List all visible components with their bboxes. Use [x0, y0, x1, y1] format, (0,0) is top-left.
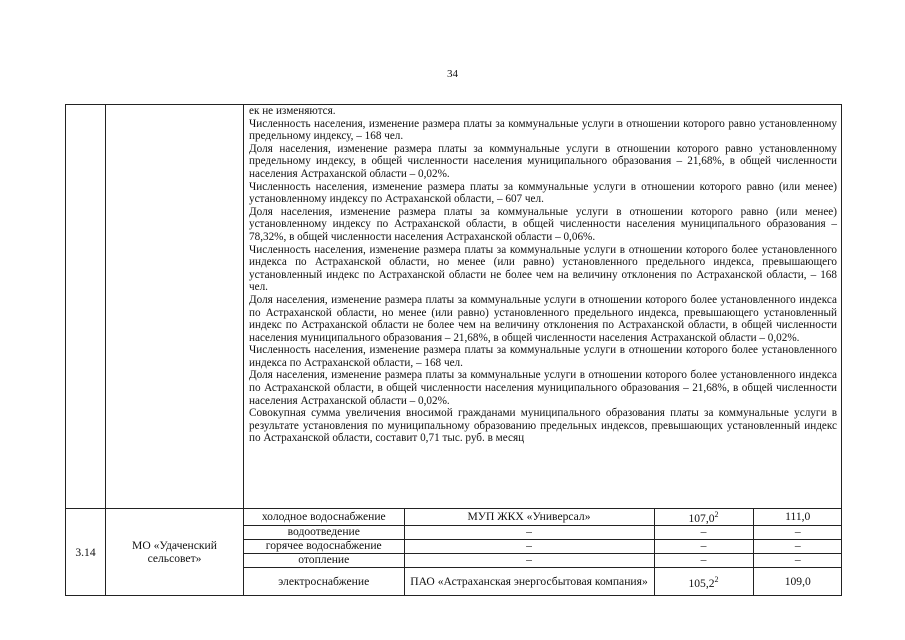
services-cell [244, 509, 842, 596]
service-row [244, 567, 842, 595]
service-name: водоотведение [244, 525, 404, 539]
narrative-row [66, 105, 842, 509]
service-provider: МУП ЖКХ «Универсал» [404, 509, 654, 525]
page-number: 34 [447, 68, 458, 80]
service-value2: – [753, 553, 842, 567]
service-value2: 109,0 [753, 567, 842, 595]
value1-footnote: 2 [714, 510, 719, 519]
tariff-table [65, 104, 842, 596]
service-row [244, 539, 842, 553]
narrative-paragraph: Численность населения, изменение размера платы за коммунальные услуги в отношении которого равно установленному предельному индексу, – 168 чел. [249, 117, 837, 143]
service-name: электроснабжение [244, 567, 404, 595]
services-table [244, 509, 842, 595]
narrative-paragraph: Доля населения, изменение размера платы за коммунальные услуги в отношении которого равно (или менее) установленному индексу по Астраханской области, в общей численности населения муниципального образования – 78,32%, в общей численности населения Астраханской области – 0,06%. [249, 205, 837, 243]
municipality-cell-empty [106, 105, 244, 509]
value1-text: 105,2 [688, 576, 715, 590]
service-value2: – [753, 539, 842, 553]
service-value1: – [654, 539, 753, 553]
narrative-paragraph: ек не изменяются. [249, 105, 336, 117]
number-cell-empty [66, 105, 106, 509]
service-value1: – [654, 553, 753, 567]
narrative-paragraph: Совокупная сумма увеличения вносимой гражданами муниципального образования платы за коммунальные услуги в результате установления по муниципальному образованию предельных индексов, превышающих установленный индекс по Астраханской области, составит 0,71 тыс. руб. в месяц [249, 407, 837, 445]
service-row [244, 509, 842, 525]
service-value2: 111,0 [753, 509, 842, 525]
municipality-row [66, 509, 842, 596]
narrative-paragraph: Численность населения, изменение размера платы за коммунальные услуги в отношении которого равно (или менее) установленному индексу по Астраханской области, – 607 чел. [249, 180, 837, 206]
service-value2: – [753, 525, 842, 539]
service-value1 [654, 509, 753, 525]
service-row [244, 553, 842, 567]
service-value1: – [654, 525, 753, 539]
service-provider: – [404, 539, 654, 553]
narrative-paragraph: Численность населения, изменение размера платы за коммунальные услуги в отношении которого более установленного индекса по Астраханской области, – 168 чел. [249, 344, 837, 369]
service-name: горячее водоснабжение [244, 539, 404, 553]
narrative-paragraph: Доля населения, изменение размера платы за коммунальные услуги в отношении которого более установленного индекса по Астраханской области, в общей численности населения муниципального образования – 21,68%, в общей численности населения Астраханской области – 0,02%. [249, 369, 837, 407]
narrative-paragraph: Численность населения, изменение размера платы за коммунальные услуги в отношении которого более установленного индекса по Астраханской области, но менее (или равно) установленного предельного индекса, превышающего установленный индекс по Астраханской области не более чем на величину отклонения по Астраханской области, – 168 чел. [249, 243, 837, 294]
value1-footnote: 2 [714, 574, 719, 584]
municipality-name: МО «Удаченский сельсовет» [106, 509, 244, 596]
narrative-paragraph: Доля населения, изменение размера платы за коммунальные услуги в отношении которого равно установленному предельному индексу, в общей численности населения муниципального образования – 21,68%, в общей численности населения Астраханской области – 0,02%. [249, 142, 837, 180]
value1-text: 107,0 [688, 511, 715, 525]
service-provider: ПАО «Астраханская энергосбытовая компания» [404, 567, 654, 595]
narrative-paragraph: Доля населения, изменение размера платы за коммунальные услуги в отношении которого более установленного индекса по Астраханской области, но менее (или равно) установленного предельного индекса, превышающего установленный индекс по Астраханской области не более чем на величину отклонения по Астраханской области, в общей численности населения муниципального образования – 21,68%, в общей численности населения Астраханской области – 0,02%. [249, 293, 837, 344]
row-number: 3.14 [66, 509, 106, 596]
service-name: отопление [244, 553, 404, 567]
narrative-cell [244, 105, 842, 509]
service-value1 [654, 567, 753, 595]
service-row [244, 525, 842, 539]
service-name: холодное водоснабжение [244, 509, 404, 525]
service-provider: – [404, 525, 654, 539]
service-provider: – [404, 553, 654, 567]
